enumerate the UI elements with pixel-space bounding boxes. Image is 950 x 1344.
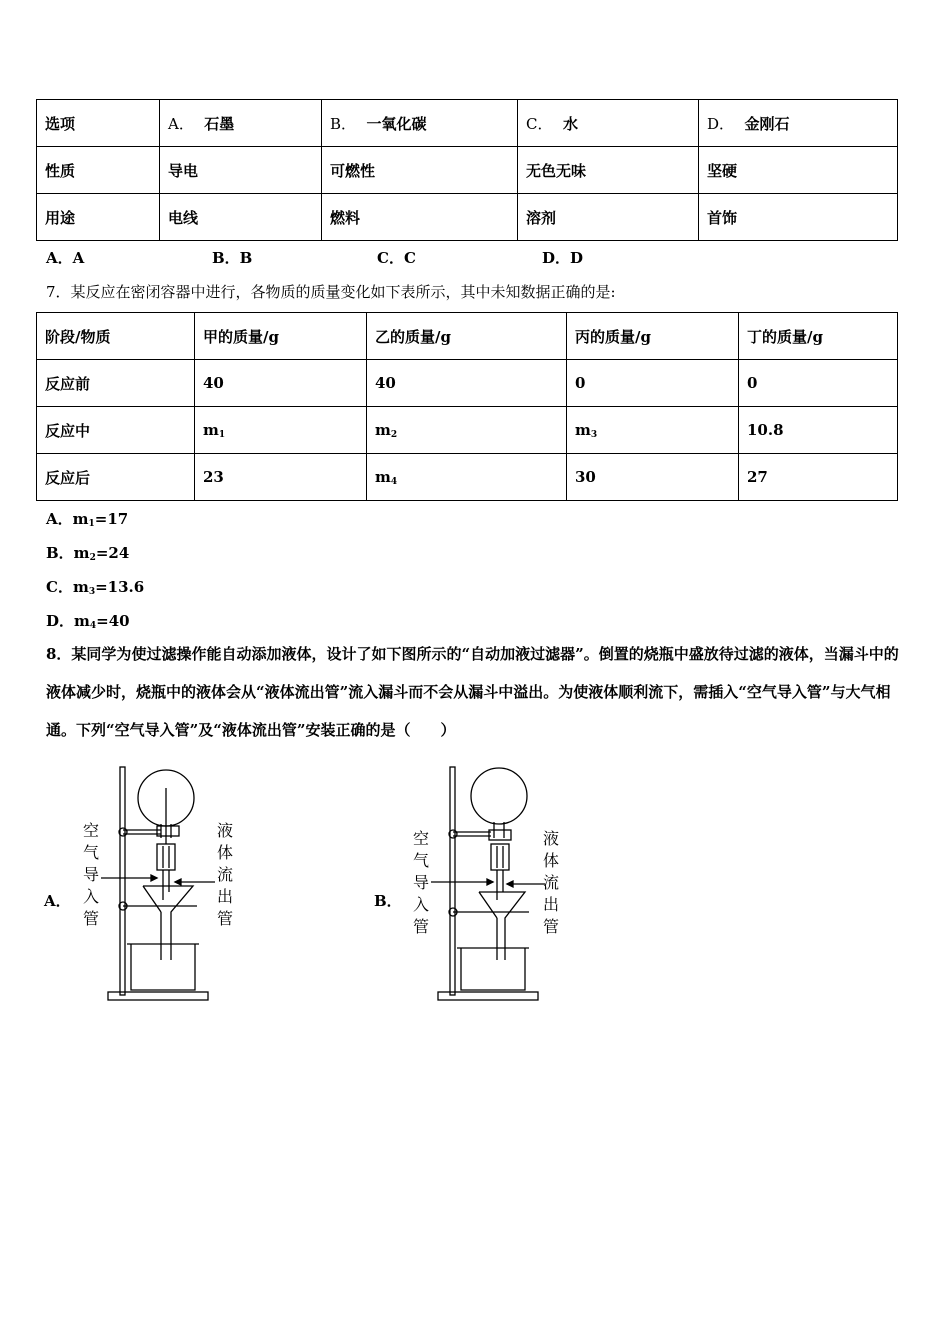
filter-apparatus-a	[99, 760, 219, 1005]
table-cell: 电线	[160, 194, 322, 241]
table-cell: 坚硬	[699, 147, 898, 194]
table-cell: $m_2$	[367, 407, 567, 454]
table-cell: 10.8	[739, 407, 898, 454]
q7-option-d[interactable]: D．$m_4=40$	[46, 612, 130, 631]
table-cell: 溶剂	[518, 194, 699, 241]
q6-option-a[interactable]: A．A	[46, 249, 85, 267]
table-cell: 反应后	[37, 454, 195, 501]
table-row	[37, 454, 898, 501]
filter-apparatus-b	[429, 760, 549, 1005]
air-inlet-label: 空气导入管	[82, 821, 99, 928]
table-cell: 燃料	[322, 194, 518, 241]
q8-stem: 8．某同学为使过滤操作能自动添加液体，设计了如下图所示的“自动加液过滤器”。倒置的烧瓶中盛放待过滤的液体，当漏斗中的液体减少时，烧瓶中的液体会从“液体流出管”流入漏斗而不会从漏斗中溢出。为使液体顺利流下，需插入“空气导入管”与大气相通。下列“空气导入管”及“液体流出管”安装正确的是（ ）	[46, 645, 899, 739]
q6-header-cell: B． 一氧化碳	[322, 100, 518, 147]
q7-option-b[interactable]: B．$m_2=24$	[46, 544, 130, 563]
table-cell: 40	[367, 360, 567, 407]
q7-option-a[interactable]: A．$m_1=17$	[46, 510, 129, 529]
table-cell: 可燃性	[322, 147, 518, 194]
table-cell: 导电	[160, 147, 322, 194]
q7-header-cell: 甲的质量/g	[195, 313, 367, 360]
table-cell: 0	[739, 360, 898, 407]
q6-header-row	[37, 100, 898, 147]
table-cell: 40	[195, 360, 367, 407]
q7-header-cell: 丙的质量/g	[567, 313, 739, 360]
figure-a[interactable]	[44, 760, 244, 1010]
q7-stem: 7．某反应在密闭容器中进行，各物质的质量变化如下表所示，其中未知数据正确的是:	[46, 283, 616, 301]
q6-option-d[interactable]: D．D	[542, 249, 584, 267]
figure-b[interactable]	[374, 760, 574, 1010]
q6-options	[46, 247, 646, 267]
q7-header-cell: 阶段/物质	[37, 313, 195, 360]
q6-header-cell: 选项	[37, 100, 160, 147]
air-inlet-label: 空气导入管	[412, 829, 429, 936]
q7-header-cell: 丁的质量/g	[739, 313, 898, 360]
table-cell: 性质	[37, 147, 160, 194]
table-cell: 首饰	[699, 194, 898, 241]
q6-option-c[interactable]: C．C	[377, 249, 416, 267]
q7-table	[36, 312, 898, 501]
table-row	[37, 360, 898, 407]
liquid-outlet-label: 液体流出管	[542, 829, 559, 936]
table-cell: 27	[739, 454, 898, 501]
figure-b-option-label: B．	[374, 892, 402, 910]
table-cell: 用途	[37, 194, 160, 241]
table-row	[37, 147, 898, 194]
table-row	[37, 194, 898, 241]
table-cell: 无色无味	[518, 147, 699, 194]
q6-table	[36, 99, 898, 241]
table-cell: $m_4$	[367, 454, 567, 501]
q7-header-row	[37, 313, 898, 360]
q7-header-cell: 乙的质量/g	[367, 313, 567, 360]
q6-option-b[interactable]: B．B	[212, 249, 253, 267]
table-cell: $m_3$	[567, 407, 739, 454]
q7-option-c[interactable]: C．$m_3=13.6$	[46, 578, 145, 597]
table-cell: 0	[567, 360, 739, 407]
q6-header-cell: C． 水	[518, 100, 699, 147]
table-cell: $m_1$	[195, 407, 367, 454]
q6-header-cell: D． 金刚石	[699, 100, 898, 147]
table-cell: 反应前	[37, 360, 195, 407]
figure-a-option-label: A．	[44, 892, 71, 910]
table-cell: 反应中	[37, 407, 195, 454]
table-cell: 30	[567, 454, 739, 501]
q6-header-cell: A． 石墨	[160, 100, 322, 147]
table-cell: 23	[195, 454, 367, 501]
table-row	[37, 407, 898, 454]
liquid-outlet-label: 液体流出管	[216, 821, 233, 928]
